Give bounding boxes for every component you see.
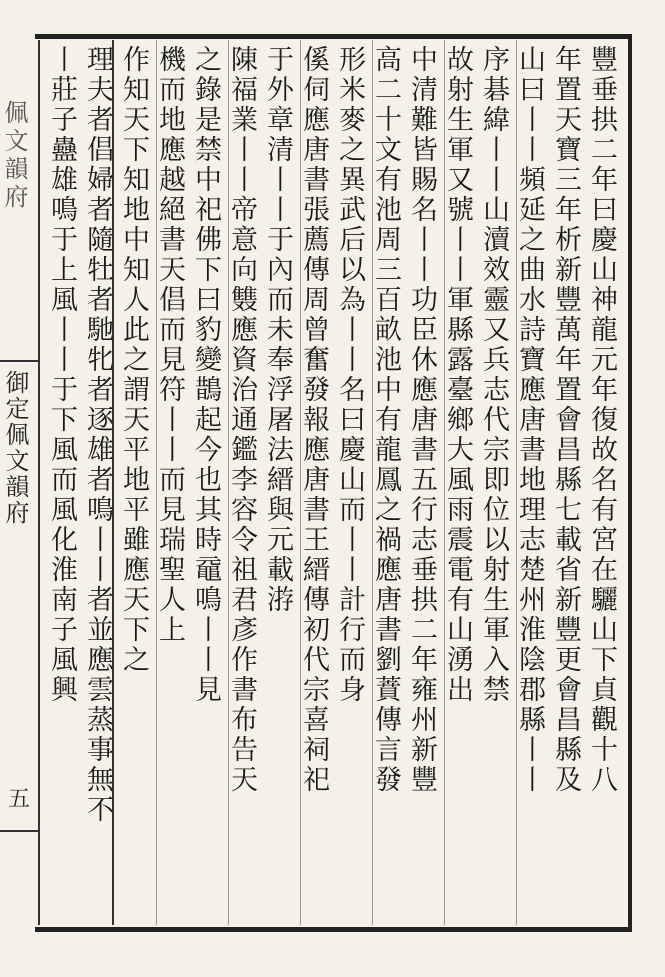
text-column: 形米麥之異武后以為丨丨名曰慶山而丨丨計行而身 xyxy=(334,45,365,705)
text-column: 于外章清丨丨于內而未奉浮屠法縉與元載㳺 xyxy=(262,45,293,615)
page-number: 五 xyxy=(8,787,31,812)
text-column: 陳福業丨丨帝意向䨇應資治通鑑李容令祖君彥作書布告天 xyxy=(226,45,257,795)
text-column: 之錄是禁中祀佛下曰豹變鵲起今也其時黿鳴丨丨見 xyxy=(190,45,221,705)
margin-rule xyxy=(0,360,38,362)
text-column: 序碁緯丨丨山瀆效靈又兵志代宗即位以射生軍入禁 xyxy=(478,45,509,705)
text-column: 傒伺應唐書張薦傳周曾奮發報應唐書王縉傳初代宗喜祠祀 xyxy=(298,45,329,795)
text-column: 豐垂拱二年曰慶山神龍元年復故名有宮在驪山下貞觀十八 xyxy=(586,45,617,795)
text-column: 理夫者倡婦者隨牡者馳牝者逐雄者鳴丨丨者並應雲蒸事無不 xyxy=(82,45,113,825)
margin-top-text: 佩文韻府 xyxy=(0,100,28,212)
text-column: 山曰丨丨頻延之曲水詩寶應唐書地理志楚州淮陰郡縣丨丨 xyxy=(514,45,545,795)
text-column: 機而地應越絕書天倡而見符丨丨而見瑞聖人上 xyxy=(154,45,185,645)
text-column: 作知天下知地中知人此之謂天平地平雖應天下之 xyxy=(118,45,149,675)
margin-book-title: 御定佩文韻府 xyxy=(1,370,29,526)
text-column: 丨莊子蠱雄鳴于上風丨丨于下風而風化淮南子風興 xyxy=(46,45,77,705)
margin-strip xyxy=(0,40,40,925)
frame-bottom-border xyxy=(35,927,632,932)
text-column: 中清難皆賜名丨丨功臣休應唐書五行志垂拱二年雍州新豐 xyxy=(406,45,437,795)
frame-right-border xyxy=(628,34,632,932)
text-column: 故射生軍又號丨丨軍縣露臺鄉大風雨震電有山湧出 xyxy=(442,45,473,705)
margin-rule-lower xyxy=(0,830,38,832)
text-column: 高二十文有池周三百畝池中有龍鳳之禍應唐書劉蕡傳言發 xyxy=(370,45,401,795)
text-column: 年置天寶三年析新豐萬年置會昌縣七載省新豐更會昌縣及 xyxy=(550,45,581,795)
frame-top-border xyxy=(35,34,632,39)
